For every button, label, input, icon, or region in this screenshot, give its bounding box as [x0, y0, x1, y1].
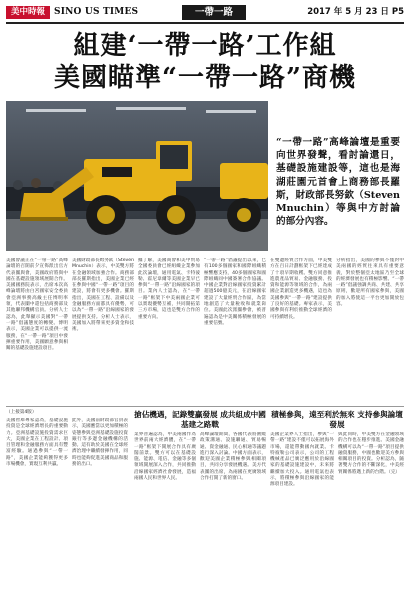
masthead-rule: [6, 22, 404, 24]
article-column-5: 在雙邊經貿合作方面，中美雙方在百日計劃框架下已經達成了十項早期收穫。雙方同意推進農產品貿易、金融服務、投資和能源等領域的合作，為兩國企業創造更多機遇，這也為美國參與“一帶一路”建設提供了良好的基礎。專家表示，美國參與有利於推動全球經濟的可持續增長。: [270, 258, 332, 320]
continued-caption: （上接第4版）: [6, 410, 37, 415]
article-column-1: 美國會議正在“一帶一路”高峰論壇的召開前夕宣佈派出官方代表團與會，美國政府將與中國在基礎設施領域展開合作。美國國務院表示，出席本次高峰論壇將由白宮國家安全委員會亞洲事務高級主任博明率領，代表團中還包括商務部及其他聯邦機構官員。分析人士認為，此舉顯示美國對“一帶一路”倡議態度的轉變。博明表示，美國企業可以提供一流服務，在“一帶一路”項目中發揮重要作用，美國願意參與相關的基礎設施建設項目。: [6, 258, 68, 352]
article-column-2: 美國財政部長姆努欽（Steven Mnuchin）表示，中美雙方將在金融領域加強合作。商務部部長羅斯指出，美國企業已經在參與中國“一帶一路”項目的建設，將會有更多機會。羅斯指出，美國在工程、設備以及金融服務方面都具有優勢，可以為“一帶一路”沿線國家的發展提供支持。分析人士表示，美國加入將帶來更多資金和技術。: [72, 258, 134, 333]
section-divider: [6, 406, 404, 407]
headline-line-1: 組建‘一帶一路’工作組: [73, 31, 337, 61]
masthead: [6, 5, 404, 21]
article-column-4: “一帶一路”倡議提出以來，已有100多個國家和國際組織積極響應支持，40多個國家和國際組織同中國簽署合作協議。中國企業對沿線國家投資累計超過500億美元，在沿線國家建設了大量經貿合作區，為當地創造了大量稅收和就業崗位。美國此次派團參會，被普遍認為是中美關係積極發展的重要信號。: [204, 258, 266, 326]
article-column-7: 美國智庫專家認為，基礎設施投資是全球經濟增長的重要動力。亞洲基礎設施投資需求巨大，美國企業在工程設計、項目管理和金融服務方面具有豐富經驗。通過參與“一帶一路”，美國企業能夠獲得更多市場機會，實現互利共贏。: [6, 418, 68, 468]
newspaper-name: SINO US TIMES: [54, 7, 139, 17]
article-column-9: 業界普遍認為，中美兩國作為世界前兩大經濟體，在“一帶一路”框架下開展合作具有廣闊前景。雙方可以在基礎設施、能源、電信、金融等多個領域開展深入合作，共同推動沿線國家經濟社會發展，造福兩國人民和世界人民。: [134, 432, 196, 482]
date-page: 2017 年 5 月 23 日 P5: [307, 7, 404, 17]
headline-line-2: 美國瞄準“一帶一路”商機: [54, 63, 356, 93]
news-photo-loader-exhibit: [6, 101, 268, 251]
article-column-6: 分析指出，美國的參與不僅對中美兩國的經貿往來具有重要意義，對於整個亞太地區乃至全球的經濟發展也有積極影響。“一帶一路”倡議強調共商、共建、共享原則，歡迎所有國家參與，美國的加入將使這一平台更加開放包容。: [336, 258, 404, 308]
pull-quote: “一帶一路”高峰論壇是重要向世界發聲，看討論還日，基礎設施建設等，這也是海湖莊園元首會上商務部長羅斯，財政部長努欽（Steven Mnuchin）等與中方討論的部分內容。: [276, 137, 400, 228]
article-column-8: 此外，美國前財政部官員表示，美國應當以更加積極的姿態參與亞洲基礎設施投資銀行等多邊金融機構的活動。這有助於美國在全球經濟治理中繼續發揮作用，同時也能夠促進美國商品和服務的出口。: [72, 418, 128, 468]
article-column-11: 美國企業界人士指出，參與“一帶一路”建設不僅可以拓展海外市場，還能帶動國內就業。卡特彼勒公司表示，公司的工程機械產品已廣泛應用於沿線國家的基礎設施建設中，未來將繼續加大投入。通用電氣也表示，將積極參與沿線國家的能源項目建設。: [270, 432, 334, 488]
headline: [6, 30, 404, 94]
article-column-12: 與此同時，中美雙方在金融領域的合作也在穩步推進。美國金融機構可以為“一帶一路”項目提供融資服務，中國也歡迎美方參與相關項目的投資。分析認為，隨著雙方合作的不斷深化，中美經貿關係將邁上新的台階。（完）: [338, 432, 404, 475]
sub-headline-2: 積極參與，遠至利於無來 支持參與論壇發展: [271, 410, 403, 429]
article-column-10: 高峰論壇期間，各國代表將圍繞政策溝通、設施聯通、貿易暢通、資金融通、民心相通等議題進行深入討論。中國方面表示，歡迎美國企業積極參與相關項目，共同分享發展機遇。美方代表團的出席，為兩國在更廣領域合作打開了新的窗口。: [200, 432, 266, 482]
article-column-3: 據了解，美國商會和美中貿易全國委員會已經組織企業參加此次論壇，通用電氣、卡特彼勒、霍尼韋爾等美國企業早已參與“一帶一路”沿線國家的項目。業內人士認為，在“一帶一路”框架下中美兩國企業可以實現優勢互補，共同開拓第三方市場，這也是雙方合作的重要方向。: [138, 258, 200, 320]
photo-illustration: [6, 101, 268, 251]
newspaper-logo: 美中時報: [6, 6, 50, 19]
sub-headline-1: 搶佔機遇，記錄雙贏發展 成共組成中國基建之路戰: [134, 410, 266, 429]
section-tag: 一帶一路: [182, 5, 246, 20]
